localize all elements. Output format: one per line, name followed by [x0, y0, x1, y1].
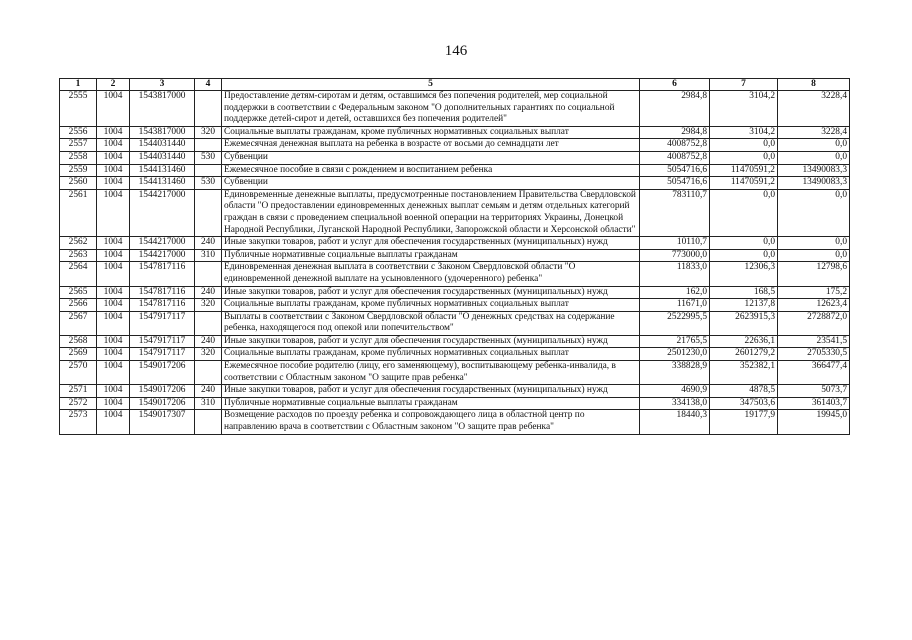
budget-table: [59, 78, 850, 435]
amount-col8-cell: 0,0: [778, 139, 850, 152]
amount-col6-cell: 10110,7: [640, 237, 710, 250]
section-code-cell: 1004: [97, 164, 130, 177]
expense-type-cell: [195, 311, 222, 335]
amount-col8-cell: 23541,5: [778, 335, 850, 348]
table-row: [60, 335, 850, 348]
amount-col6-cell: 2522995,5: [640, 311, 710, 335]
expense-type-cell: 240: [195, 335, 222, 348]
target-article-cell: 1544217000: [130, 249, 195, 262]
description-cell: Иные закупки товаров, работ и услуг для обеспечения государственных (муниципальных) нужд: [222, 237, 640, 250]
table-row: [60, 91, 850, 127]
section-code-cell: 1004: [97, 177, 130, 190]
amount-col8-cell: 3228,4: [778, 91, 850, 127]
section-code-cell: 1004: [97, 91, 130, 127]
amount-col6-cell: 21765,5: [640, 335, 710, 348]
table-row: [60, 126, 850, 139]
page-number: 146: [444, 43, 468, 59]
section-code-cell: 1004: [97, 139, 130, 152]
amount-col7-cell: 0,0: [710, 237, 778, 250]
section-code-cell: 1004: [97, 348, 130, 361]
description-cell: Субвенции: [222, 177, 640, 190]
column-header: 7: [710, 79, 778, 91]
table-row: [60, 164, 850, 177]
column-header: 2: [97, 79, 130, 91]
target-article-cell: 1544031440: [130, 139, 195, 152]
amount-col8-cell: 2705330,5: [778, 348, 850, 361]
amount-col8-cell: 2728872,0: [778, 311, 850, 335]
amount-col6-cell: 4690,9: [640, 385, 710, 398]
amount-col7-cell: 347503,6: [710, 397, 778, 410]
amount-col7-cell: 2623915,3: [710, 311, 778, 335]
row-number-cell: 2572: [60, 397, 97, 410]
row-number-cell: 2557: [60, 139, 97, 152]
amount-col6-cell: 2501230,0: [640, 348, 710, 361]
amount-col7-cell: 22636,1: [710, 335, 778, 348]
section-code-cell: 1004: [97, 262, 130, 286]
section-code-cell: 1004: [97, 361, 130, 385]
amount-col6-cell: 11671,0: [640, 299, 710, 312]
amount-col8-cell: 12798,6: [778, 262, 850, 286]
column-header: 1: [60, 79, 97, 91]
amount-col7-cell: 12137,8: [710, 299, 778, 312]
table-row: [60, 385, 850, 398]
section-code-cell: 1004: [97, 410, 130, 434]
amount-col7-cell: 4878,5: [710, 385, 778, 398]
expense-type-cell: 310: [195, 249, 222, 262]
table-row: [60, 262, 850, 286]
row-number-cell: 2560: [60, 177, 97, 190]
amount-col7-cell: 19177,9: [710, 410, 778, 434]
amount-col7-cell: 0,0: [710, 151, 778, 164]
target-article-cell: 1549017206: [130, 385, 195, 398]
description-cell: Единовременные денежные выплаты, предусмотренные постановлением Правительства Свердловской области "О предоставлении единовременных денежных выплат семьям и детям отдельных категорий граждан в связи с проведением специальной военной операции на территориях Украины, Донецкой Народной Республики, Луганской Народной Республики, Запорожской области и Херсонской области": [222, 189, 640, 236]
amount-col8-cell: 0,0: [778, 189, 850, 236]
target-article-cell: 1544217000: [130, 237, 195, 250]
amount-col8-cell: 13490083,3: [778, 164, 850, 177]
expense-type-cell: 240: [195, 385, 222, 398]
amount-col6-cell: 334138,0: [640, 397, 710, 410]
expense-type-cell: [195, 189, 222, 236]
expense-type-cell: 240: [195, 286, 222, 299]
amount-col7-cell: 0,0: [710, 189, 778, 236]
amount-col7-cell: 352382,1: [710, 361, 778, 385]
table-row: [60, 249, 850, 262]
table-row: [60, 139, 850, 152]
expense-type-cell: [195, 91, 222, 127]
section-code-cell: 1004: [97, 126, 130, 139]
table-row: [60, 348, 850, 361]
expense-type-cell: 320: [195, 299, 222, 312]
description-cell: Публичные нормативные социальные выплаты гражданам: [222, 397, 640, 410]
table-body: [60, 91, 850, 435]
row-number-cell: 2567: [60, 311, 97, 335]
table-row: [60, 361, 850, 385]
target-article-cell: 1543817000: [130, 91, 195, 127]
column-header: 3: [130, 79, 195, 91]
description-cell: Иные закупки товаров, работ и услуг для обеспечения государственных (муниципальных) нужд: [222, 335, 640, 348]
description-cell: Ежемесячное пособие родителю (лицу, его заменяющему), воспитывающему ребенка-инвалида, в соответствии с Областным законом "О защите прав ребенка": [222, 361, 640, 385]
section-code-cell: 1004: [97, 385, 130, 398]
table-row: [60, 286, 850, 299]
target-article-cell: 1549017307: [130, 410, 195, 434]
description-cell: Предоставление детям-сиротам и детям, оставшимся без попечения родителей, мер социальной поддержки в соответствии с Федеральным законом "О дополнительных гарантиях по социальной поддержке детей-сирот и детей, оставшихся без попечения родителей": [222, 91, 640, 127]
amount-col7-cell: 0,0: [710, 139, 778, 152]
amount-col6-cell: 162,0: [640, 286, 710, 299]
section-code-cell: 1004: [97, 286, 130, 299]
target-article-cell: 1547917117: [130, 348, 195, 361]
column-header: 5: [222, 79, 640, 91]
section-code-cell: 1004: [97, 335, 130, 348]
table-row: [60, 311, 850, 335]
amount-col8-cell: 12623,4: [778, 299, 850, 312]
amount-col8-cell: 13490083,3: [778, 177, 850, 190]
target-article-cell: 1547817116: [130, 286, 195, 299]
section-code-cell: 1004: [97, 299, 130, 312]
amount-col6-cell: 783110,7: [640, 189, 710, 236]
row-number-cell: 2556: [60, 126, 97, 139]
target-article-cell: 1547817116: [130, 262, 195, 286]
row-number-cell: 2571: [60, 385, 97, 398]
expense-type-cell: [195, 410, 222, 434]
expense-type-cell: 530: [195, 151, 222, 164]
row-number-cell: 2558: [60, 151, 97, 164]
table-row: [60, 189, 850, 236]
target-article-cell: 1547917117: [130, 335, 195, 348]
amount-col6-cell: 5054716,6: [640, 164, 710, 177]
table-row: [60, 151, 850, 164]
row-number-cell: 2563: [60, 249, 97, 262]
section-code-cell: 1004: [97, 311, 130, 335]
expense-type-cell: 240: [195, 237, 222, 250]
expense-type-cell: [195, 164, 222, 177]
row-number-cell: 2568: [60, 335, 97, 348]
amount-col7-cell: 3104,2: [710, 126, 778, 139]
table-row: [60, 177, 850, 190]
description-cell: Социальные выплаты гражданам, кроме публичных нормативных социальных выплат: [222, 348, 640, 361]
amount-col6-cell: 18440,3: [640, 410, 710, 434]
table-row: [60, 397, 850, 410]
column-header: 8: [778, 79, 850, 91]
amount-col6-cell: 773000,0: [640, 249, 710, 262]
description-cell: Ежемесячное пособие в связи с рождением и воспитанием ребенка: [222, 164, 640, 177]
header-row: [60, 79, 850, 91]
row-number-cell: 2564: [60, 262, 97, 286]
expense-type-cell: [195, 361, 222, 385]
amount-col8-cell: 0,0: [778, 237, 850, 250]
section-code-cell: 1004: [97, 237, 130, 250]
amount-col8-cell: 361403,7: [778, 397, 850, 410]
section-code-cell: 1004: [97, 151, 130, 164]
amount-col6-cell: 2984,8: [640, 126, 710, 139]
amount-col7-cell: 11470591,2: [710, 164, 778, 177]
amount-col7-cell: 11470591,2: [710, 177, 778, 190]
amount-col7-cell: 168,5: [710, 286, 778, 299]
amount-col6-cell: 338828,9: [640, 361, 710, 385]
expense-type-cell: 320: [195, 348, 222, 361]
description-cell: Иные закупки товаров, работ и услуг для обеспечения государственных (муниципальных) нужд: [222, 385, 640, 398]
amount-col8-cell: 19945,0: [778, 410, 850, 434]
description-cell: Субвенции: [222, 151, 640, 164]
column-header: 6: [640, 79, 710, 91]
amount-col8-cell: 5073,7: [778, 385, 850, 398]
column-header: 4: [195, 79, 222, 91]
description-cell: Иные закупки товаров, работ и услуг для обеспечения государственных (муниципальных) нужд: [222, 286, 640, 299]
table-row: [60, 237, 850, 250]
expense-type-cell: 320: [195, 126, 222, 139]
amount-col7-cell: 2601279,2: [710, 348, 778, 361]
row-number-cell: 2569: [60, 348, 97, 361]
target-article-cell: 1547917117: [130, 311, 195, 335]
row-number-cell: 2559: [60, 164, 97, 177]
description-cell: Единовременная денежная выплата в соответствии с Законом Свердловской области "О единовременной денежной выплате на усыновленного (удочеренного) ребенка": [222, 262, 640, 286]
section-code-cell: 1004: [97, 189, 130, 236]
target-article-cell: 1544131460: [130, 164, 195, 177]
amount-col6-cell: 2984,8: [640, 91, 710, 127]
target-article-cell: 1544131460: [130, 177, 195, 190]
amount-col7-cell: 3104,2: [710, 91, 778, 127]
section-code-cell: 1004: [97, 249, 130, 262]
amount-col7-cell: 12306,3: [710, 262, 778, 286]
row-number-cell: 2555: [60, 91, 97, 127]
row-number-cell: 2562: [60, 237, 97, 250]
description-cell: Социальные выплаты гражданам, кроме публичных нормативных социальных выплат: [222, 126, 640, 139]
amount-col6-cell: 4008752,8: [640, 139, 710, 152]
amount-col8-cell: 3228,4: [778, 126, 850, 139]
amount-col7-cell: 0,0: [710, 249, 778, 262]
row-number-cell: 2573: [60, 410, 97, 434]
target-article-cell: 1544031440: [130, 151, 195, 164]
amount-col8-cell: 175,2: [778, 286, 850, 299]
row-number-cell: 2570: [60, 361, 97, 385]
expense-type-cell: [195, 139, 222, 152]
description-cell: Возмещение расходов по проезду ребенка и сопровождающего лица в областной центр по направлению врача в соответствии с Областным законом "О защите прав ребенка": [222, 410, 640, 434]
section-code-cell: 1004: [97, 397, 130, 410]
expense-type-cell: 310: [195, 397, 222, 410]
amount-col6-cell: 4008752,8: [640, 151, 710, 164]
amount-col8-cell: 0,0: [778, 151, 850, 164]
target-article-cell: 1544217000: [130, 189, 195, 236]
target-article-cell: 1547817116: [130, 299, 195, 312]
amount-col8-cell: 0,0: [778, 249, 850, 262]
description-cell: Ежемесячная денежная выплата на ребенка в возрасте от восьми до семнадцати лет: [222, 139, 640, 152]
target-article-cell: 1543817000: [130, 126, 195, 139]
row-number-cell: 2561: [60, 189, 97, 236]
expense-type-cell: 530: [195, 177, 222, 190]
table-row: [60, 410, 850, 434]
row-number-cell: 2566: [60, 299, 97, 312]
target-article-cell: 1549017206: [130, 397, 195, 410]
description-cell: Социальные выплаты гражданам, кроме публичных нормативных социальных выплат: [222, 299, 640, 312]
description-cell: Публичные нормативные социальные выплаты гражданам: [222, 249, 640, 262]
amount-col6-cell: 5054716,6: [640, 177, 710, 190]
row-number-cell: 2565: [60, 286, 97, 299]
target-article-cell: 1549017206: [130, 361, 195, 385]
expense-type-cell: [195, 262, 222, 286]
description-cell: Выплаты в соответствии с Законом Свердловской области "О денежных средствах на содержание ребенка, находящегося под опекой или попечительством": [222, 311, 640, 335]
amount-col6-cell: 11833,0: [640, 262, 710, 286]
table-row: [60, 299, 850, 312]
amount-col8-cell: 366477,4: [778, 361, 850, 385]
